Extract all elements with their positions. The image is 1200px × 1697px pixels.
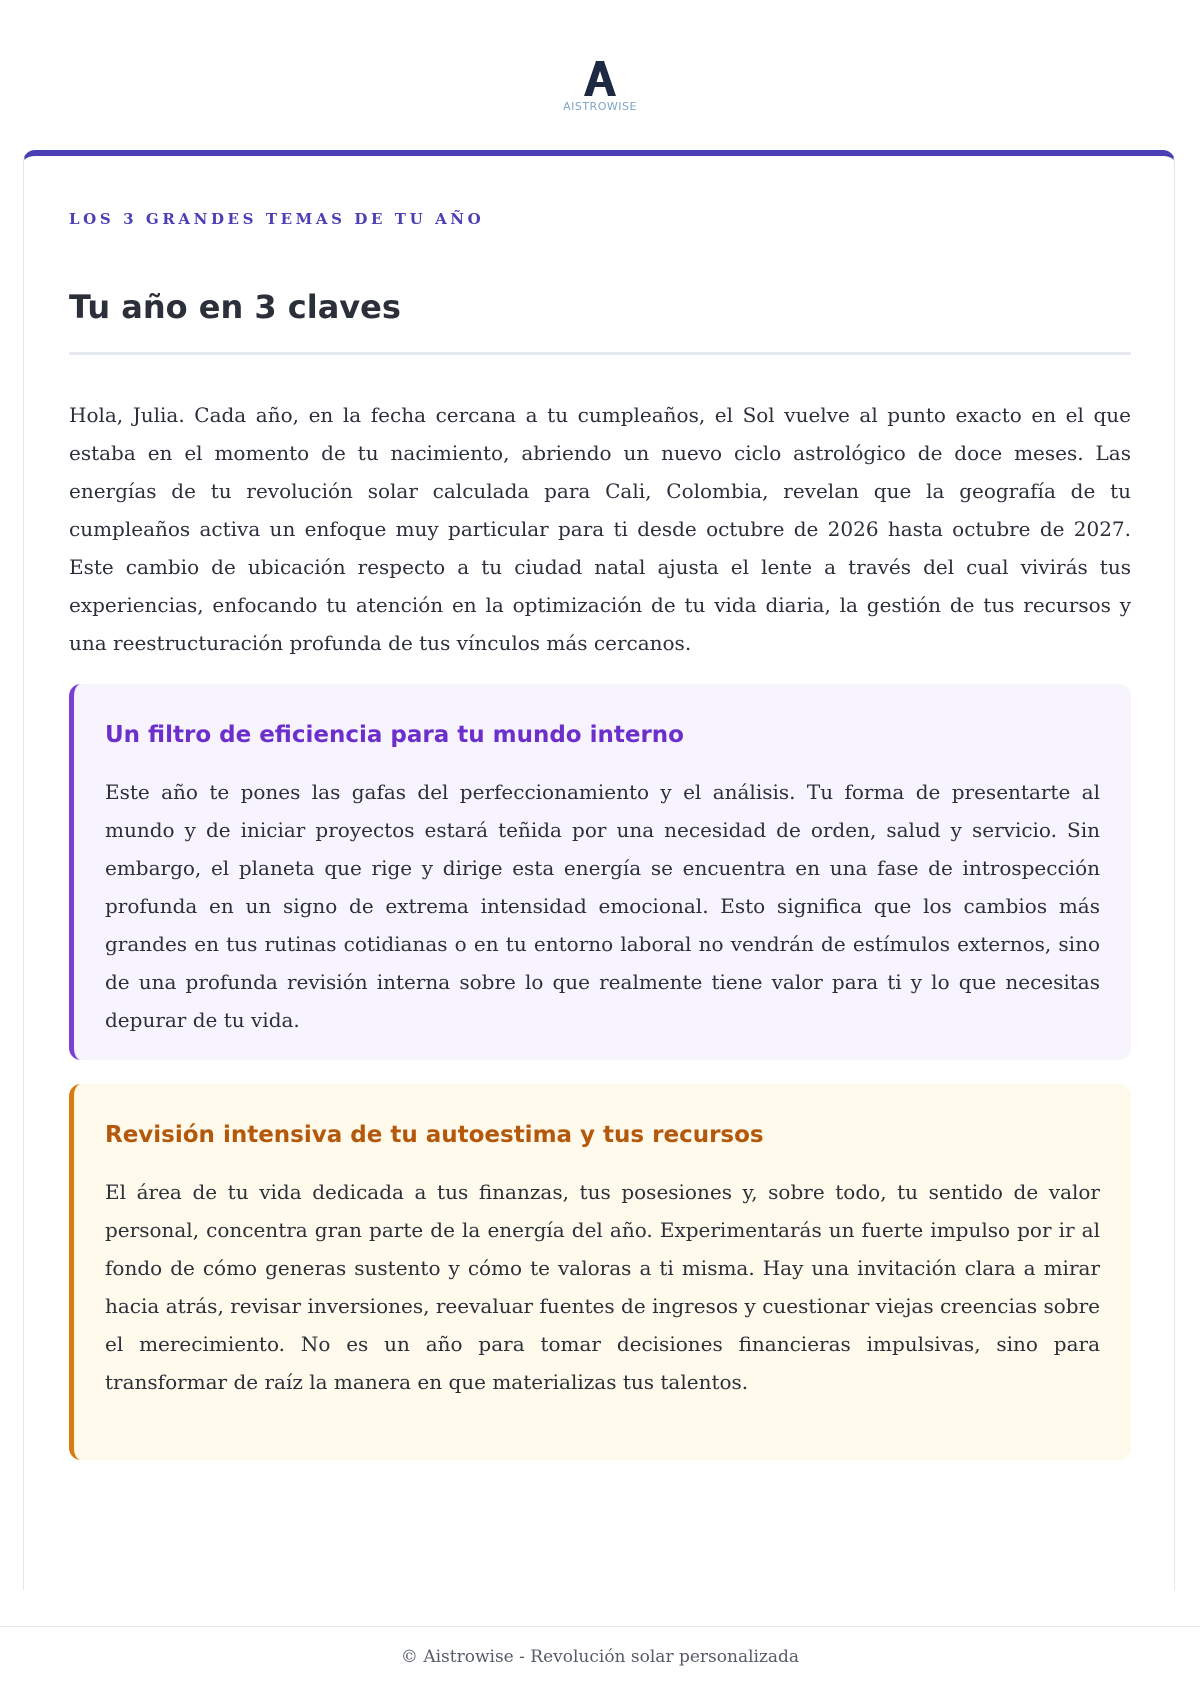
brand-logo — [0, 58, 1200, 113]
logo-a-icon — [580, 58, 620, 98]
footer-text: © Aistrowise - Revolución solar personalizada — [400, 1647, 800, 1667]
logo-text: AISTROWISE — [563, 100, 637, 113]
intro-paragraph: Hola, Julia. Cada año, en la fecha cercana a tu cumpleaños, el Sol vuelve al punto exacto en el que estaba en el momento de tu nacimiento, abriendo un nuevo ciclo astrológico de doce meses. Las energías de tu revolución solar calculada para Cali, Colombia, revelan que la geografía de tu cumpleaños activa un enfoque muy particular para ti desde octubre de 2026 hasta octubre de 2027. Este cambio de ubicación respecto a tu ciudad natal ajusta el lente a través del cual vivirás tus experiencias, enfocando tu atención en la optimización de tu vida diaria, la gestión de tus recursos y una reestructuración profunda de tus vínculos más cercanos. — [69, 403, 1131, 655]
theme-body: El área de tu vida dedicada a tus finanzas, tus posesiones y, sobre todo, tu sentido de valor personal, concentra gran parte de la energía del año. Experimentarás un fuerte impulso por ir al fondo de cómo generas sustento y cómo te valoras a ti misma. Hay una invitación clara a mirar hacia atrás, revisar inversiones, reevaluar fuentes de ingresos y cuestionar viejas creencias sobre el merecimiento. No es un año para tomar decisiones financieras impulsivas, sino para transformar de raíz la manera en que materializas tus talentos. — [105, 1180, 1100, 1394]
theme-card-resources — [69, 1084, 1131, 1460]
theme-title: Revisión intensiva de tu autoestima y tus recursos — [105, 1122, 764, 1148]
section-eyebrow: LOS 3 GRANDES TEMAS DE TU AÑO — [69, 210, 485, 228]
content-card — [23, 150, 1175, 1590]
theme-body: Este año te pones las gafas del perfeccionamiento y el análisis. Tu forma de presentarte al mundo y de iniciar proyectos estará teñida por una necesidad de orden, salud y servicio. Sin embargo, el planeta que rige y dirige esta energía se encuentra en una fase de introspección profunda en un signo de extrema intensidad emocional. Esto significa que los cambios más grandes en tus rutinas cotidianas o en tu entorno laboral no vendrán de estímulos externos, sino de una profunda revisión interna sobre lo que realmente tiene valor para ti y lo que necesitas depurar de tu vida. — [105, 780, 1100, 1032]
footer-divider — [0, 1626, 1200, 1627]
theme-card-efficiency — [69, 684, 1131, 1060]
theme-title: Un filtro de eficiencia para tu mundo interno — [105, 722, 684, 748]
title-divider — [69, 352, 1131, 355]
page-title: Tu año en 3 claves — [69, 288, 401, 326]
